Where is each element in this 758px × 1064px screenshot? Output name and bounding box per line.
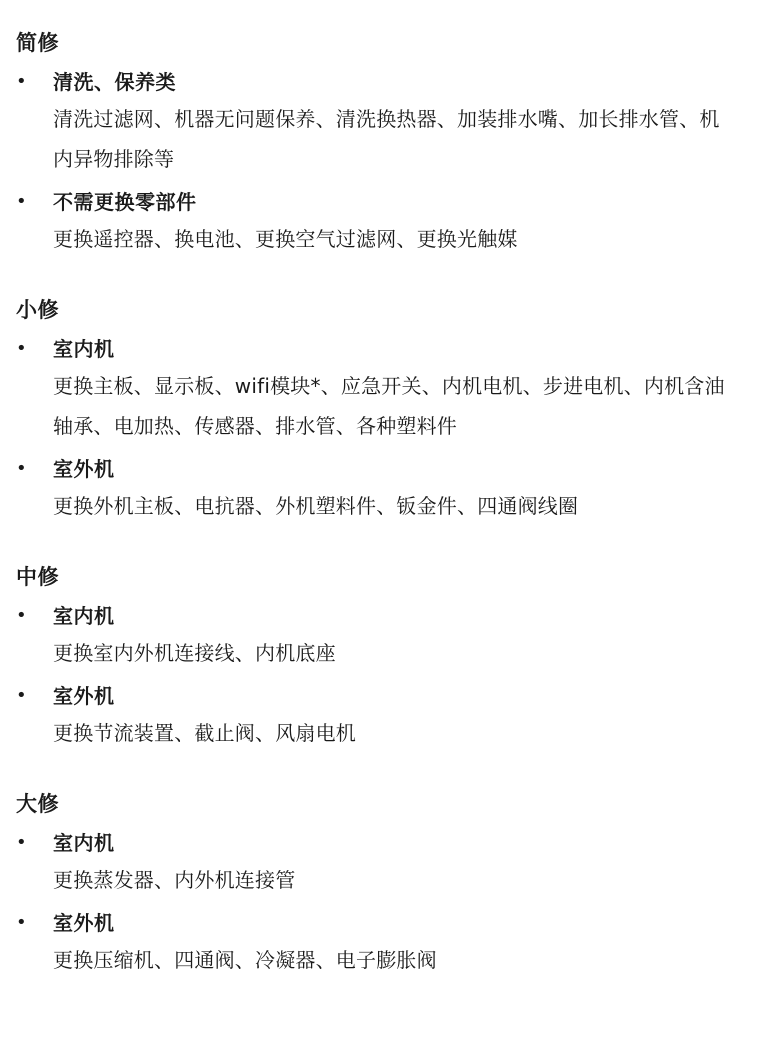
item-title: 室内机 [53, 604, 115, 628]
item-title: 清洗、保养类 [53, 70, 176, 94]
list-item [16, 65, 736, 179]
section-title: 中修 [16, 565, 59, 589]
item-description: 更换节流装置、截止阀、风扇电机 [53, 721, 356, 745]
bullet-icon: • [16, 71, 27, 92]
list-item [16, 452, 736, 526]
list-item [16, 826, 736, 900]
item-description: 更换外机主板、电抗器、外机塑料件、钣金件、四通阀线圈 [53, 494, 579, 518]
item-title: 室内机 [53, 337, 115, 361]
item-title: 室外机 [53, 457, 115, 481]
item-title: 室外机 [53, 684, 115, 708]
list-item [16, 332, 736, 446]
item-description: 更换室内外机连接线、内机底座 [53, 641, 336, 665]
item-description: 清洗过滤网、机器无问题保养、清洗换热器、加装排水嘴、加长排水管、机内异物排除等 [53, 107, 720, 171]
bullet-icon: • [16, 338, 27, 359]
item-title: 室外机 [53, 911, 115, 935]
section-minor-repair [16, 295, 736, 526]
item-title: 不需更换零部件 [53, 190, 197, 214]
bullet-icon: • [16, 832, 27, 853]
section-simple-repair [16, 28, 736, 259]
bullet-icon: • [16, 605, 27, 626]
item-description: 更换蒸发器、内外机连接管 [53, 868, 296, 892]
list-item [16, 185, 736, 259]
item-description: 更换遥控器、换电池、更换空气过滤网、更换光触媒 [53, 227, 518, 251]
section-title: 小修 [16, 298, 59, 322]
list-item [16, 679, 736, 753]
item-description: 更换主板、显示板、wifi模块*、应急开关、内机电机、步进电机、内机含油轴承、电加热、传感器、排水管、各种塑料件 [53, 374, 725, 438]
item-description: 更换压缩机、四通阀、冷凝器、电子膨胀阀 [53, 948, 437, 972]
section-title: 大修 [16, 792, 59, 816]
section-medium-repair [16, 562, 736, 753]
list-item [16, 599, 736, 673]
item-title: 室内机 [53, 831, 115, 855]
bullet-icon: • [16, 191, 27, 212]
section-title: 简修 [16, 31, 59, 55]
section-major-repair [16, 789, 736, 980]
bullet-icon: • [16, 458, 27, 479]
list-item [16, 906, 736, 980]
bullet-icon: • [16, 685, 27, 706]
bullet-icon: • [16, 912, 27, 933]
